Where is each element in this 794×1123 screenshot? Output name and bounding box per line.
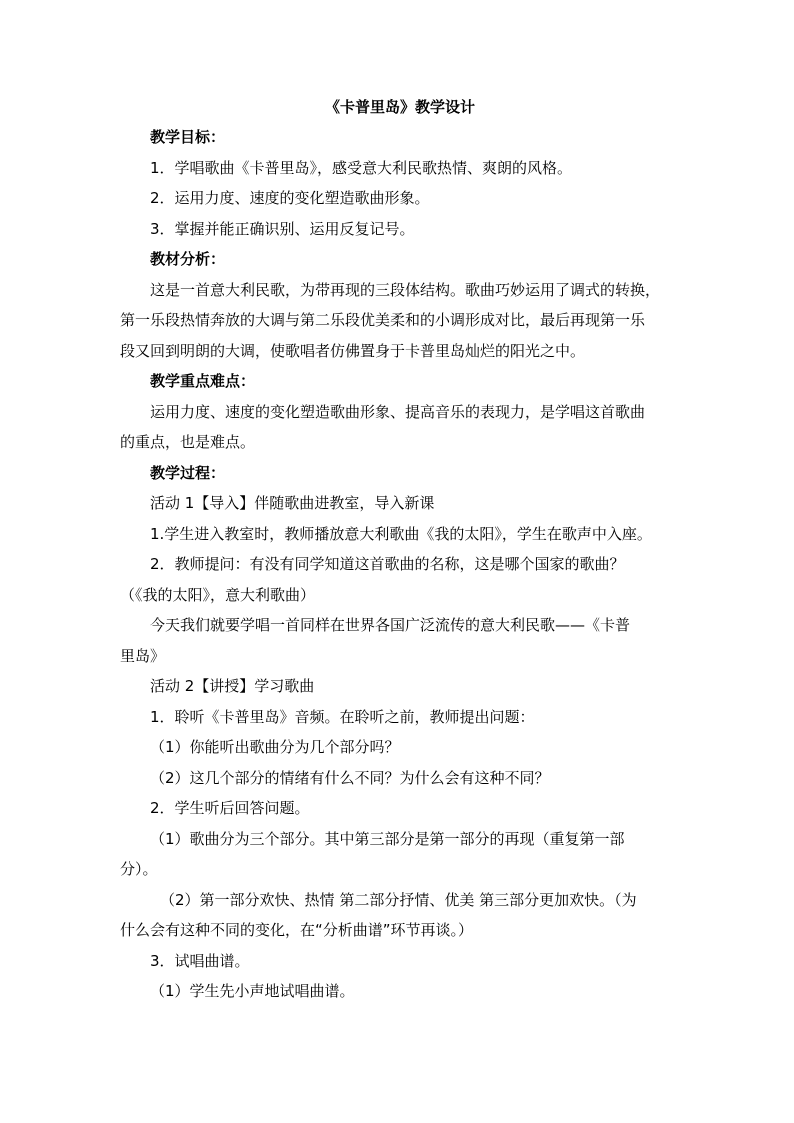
activity-2-answer bbox=[120, 824, 680, 885]
activity-2-subitem: （1）学生先小声地试唱曲谱。 bbox=[150, 982, 355, 1000]
keypoints-line: 的重点，也是难点。 bbox=[120, 433, 256, 451]
activity-1-heading: 活动 1【导入】伴随歌曲进教室，导入新课 bbox=[150, 494, 435, 512]
activity-2-item: 3．试唱曲谱。 bbox=[150, 951, 250, 970]
activity-1-paragraph-line: 今天我们就要学唱一首同样在世界各国广泛流传的意大利民歌——《卡普 bbox=[150, 616, 631, 634]
analysis-heading: 教材分析： bbox=[150, 250, 226, 268]
objective-item: 1．学唱歌曲《卡普里岛》，感受意大利民歌热情、爽朗的风格。 bbox=[150, 158, 573, 177]
process-heading: 教学过程： bbox=[150, 463, 226, 482]
keypoints-paragraph bbox=[120, 397, 680, 458]
activity-2-question: （1）你能听出歌曲分为几个部分吗？ bbox=[150, 738, 400, 756]
activity-2-heading: 活动 2【讲授】学习歌曲 bbox=[150, 677, 315, 695]
objectives-heading: 教学目标： bbox=[150, 128, 226, 146]
activity-2-item: 2．学生听后回答问题。 bbox=[150, 799, 310, 817]
keypoints-heading: 教学重点难点： bbox=[150, 372, 256, 390]
activity-2-answer-line: 分）。 bbox=[120, 860, 158, 878]
objective-item: 3．掌握并能正确识别、运用反复记号。 bbox=[150, 219, 415, 238]
activity-1-paragraph-line: 里岛》 bbox=[120, 646, 166, 665]
activity-2-item: 1．聆听《卡普里岛》音频。在聆听之前，教师提出问题： bbox=[150, 707, 535, 726]
objective-item: 2．运用力度、速度的变化塑造歌曲形象。 bbox=[150, 189, 430, 207]
analysis-line: 这是一首意大利民歌，为带再现的三段体结构。歌曲巧妙运用了调式的转换， bbox=[150, 280, 661, 299]
analysis-line: 第一乐段热情奔放的大调与第二乐段优美柔和的小调形成对比，最后再现第一乐 bbox=[120, 311, 646, 329]
activity-1-paragraph bbox=[120, 610, 680, 671]
activity-2-answer-line: （2）第一部分欢快、热情 第二部分抒情、优美 第三部分更加欢快。（为 bbox=[160, 890, 637, 909]
activity-1-item: 2．教师提问：有没有同学知道这首歌曲的名称，这是哪个国家的歌曲？ bbox=[150, 555, 625, 573]
activity-1-answer: （《我的太阳》，意大利歌曲） bbox=[120, 585, 316, 604]
analysis-paragraph bbox=[120, 275, 680, 367]
activity-2-question: （2）这几个部分的情绪有什么不同？为什么会有这种不同？ bbox=[150, 768, 550, 787]
analysis-line: 段又回到明朗的大调，使歌唱者仿佛置身于卡普里岛灿烂的阳光之中。 bbox=[120, 341, 586, 360]
document-body bbox=[120, 92, 680, 1007]
document-title: 《卡普里岛》教学设计 bbox=[324, 98, 475, 116]
activity-2-answer-line: 什么会有这种不同的变化，在“分析曲谱”环节再谈。） bbox=[120, 921, 474, 939]
activity-2-answer-line: （1）歌曲分为三个部分。其中第三部分是第一部分的再现（重复第一部 bbox=[150, 829, 625, 848]
keypoints-line: 运用力度、速度的变化塑造歌曲形象、提高音乐的表现力，是学唱这首歌曲 bbox=[150, 402, 646, 421]
activity-1-item: 1.学生进入教室时，教师播放意大利歌曲《我的太阳》，学生在歌声中入座。 bbox=[150, 524, 652, 543]
activity-2-answer bbox=[120, 885, 680, 946]
